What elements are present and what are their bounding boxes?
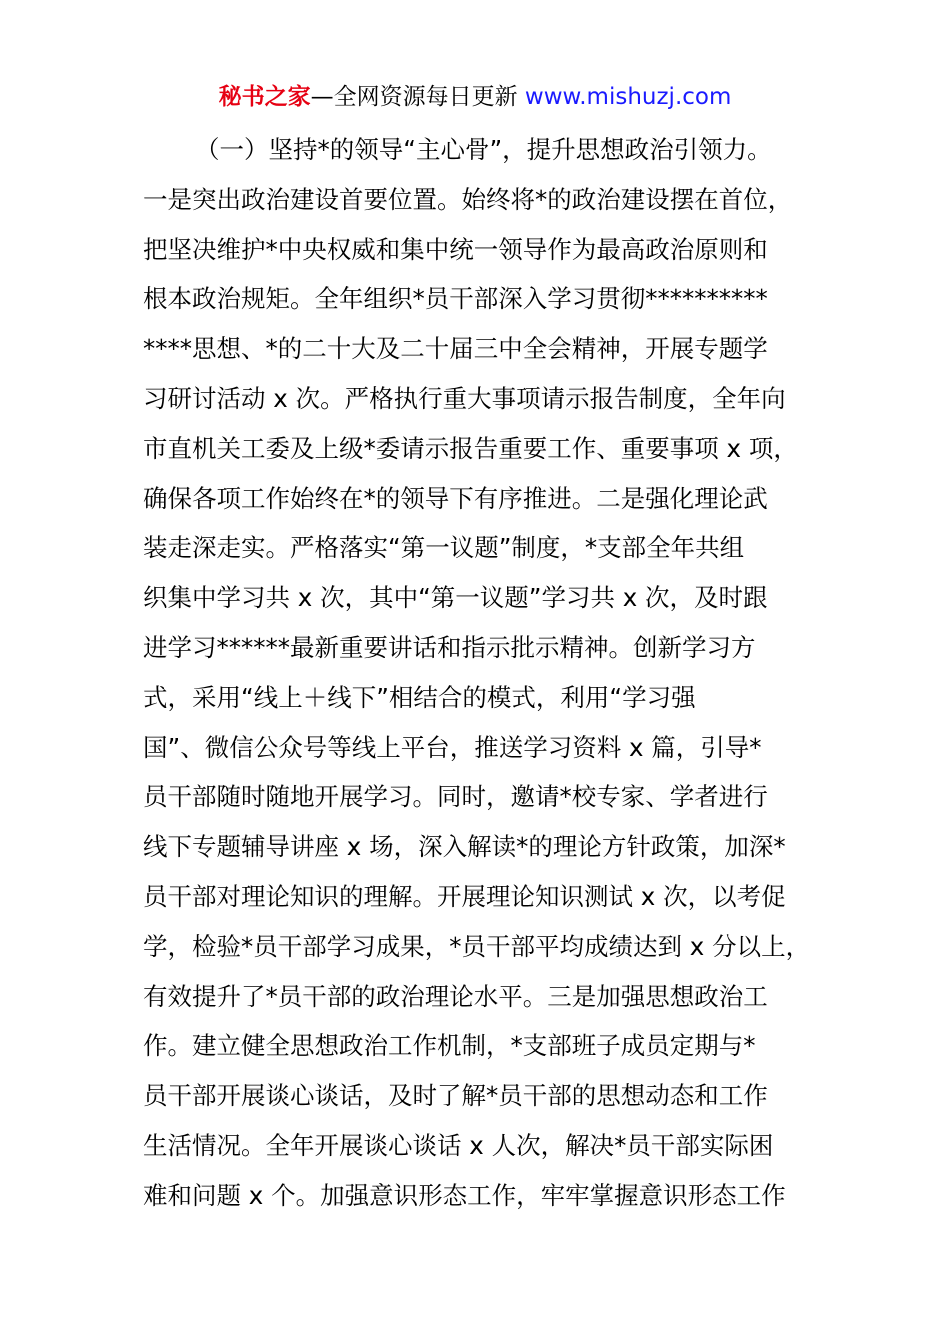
site-url-link[interactable]: www.mishuzj.com: [524, 84, 732, 110]
text-line: 根本政治规矩。全年组织*员干部深入学习贯彻**********: [143, 284, 768, 314]
text-line: 员干部开展谈心谈话，及时了解*员干部的思想动态和工作: [143, 1081, 768, 1111]
text-line: 式，采用“线上＋线下”相结合的模式，利用“学习强: [143, 682, 696, 712]
text-line: 织集中学习共 x 次，其中“第一议题”学习共 x 次，及时跟: [143, 583, 768, 613]
text-line: 员干部对理论知识的理解。开展理论知识测试 x 次，以考促: [143, 881, 786, 911]
section-heading: （一）坚持*的领导“主心骨”，提升思想政治引领力。: [195, 135, 772, 164]
text-line: 学，检验*员干部学习成果，*员干部平均成绩达到 x 分以上，: [143, 931, 811, 961]
text-line: 作。建立健全思想政治工作机制，*支部班子成员定期与*: [143, 1031, 756, 1061]
text-line: 有效提升了*员干部的政治理论水平。三是加强思想政治工: [143, 981, 768, 1011]
site-header: [0, 80, 950, 114]
text-line: 难和问题 x 个。加强意识形态工作，牢牢掌握意识形态工作: [143, 1180, 786, 1210]
text-line: 进学习******最新重要讲话和指示批示精神。创新学习方: [143, 632, 756, 662]
text-line: 员干部随时随地开展学习。同时，邀请*校专家、学者进行: [143, 782, 768, 812]
text-line: 市直机关工委及上级*委请示报告重要工作、重要事项 x 项，: [143, 433, 798, 463]
text-line: 国”、微信公众号等线上平台，推送学习资料 x 篇，引导*: [143, 732, 762, 762]
brand-name: 秘书之家: [218, 84, 311, 110]
text-line: 线下专题辅导讲座 x 场，深入解读*的理论方针政策，加深*: [143, 832, 786, 862]
text-line: 习研讨活动 x 次。严格执行重大事项请示报告制度，全年向: [143, 383, 786, 413]
text-line: 一是突出政治建设首要位置。始终将*的政治建设摆在首位，: [143, 184, 793, 214]
text-line: 确保各项工作始终在*的领导下有序推进。二是强化理论武: [143, 483, 768, 513]
text-line: 生活情况。全年开展谈心谈话 x 人次，解决*员干部实际困: [143, 1130, 774, 1160]
document-body: [143, 125, 833, 1221]
text-line: ****思想、*的二十大及二十届三中全会精神，开展专题学: [143, 334, 768, 364]
text-line: 把坚决维护*中央权威和集中统一领导作为最高政治原则和: [143, 234, 768, 264]
text-line: 装走深走实。严格落实“第一议题”制度，*支部全年共组: [143, 533, 745, 563]
header-tagline: —全网资源每日更新: [310, 84, 525, 110]
